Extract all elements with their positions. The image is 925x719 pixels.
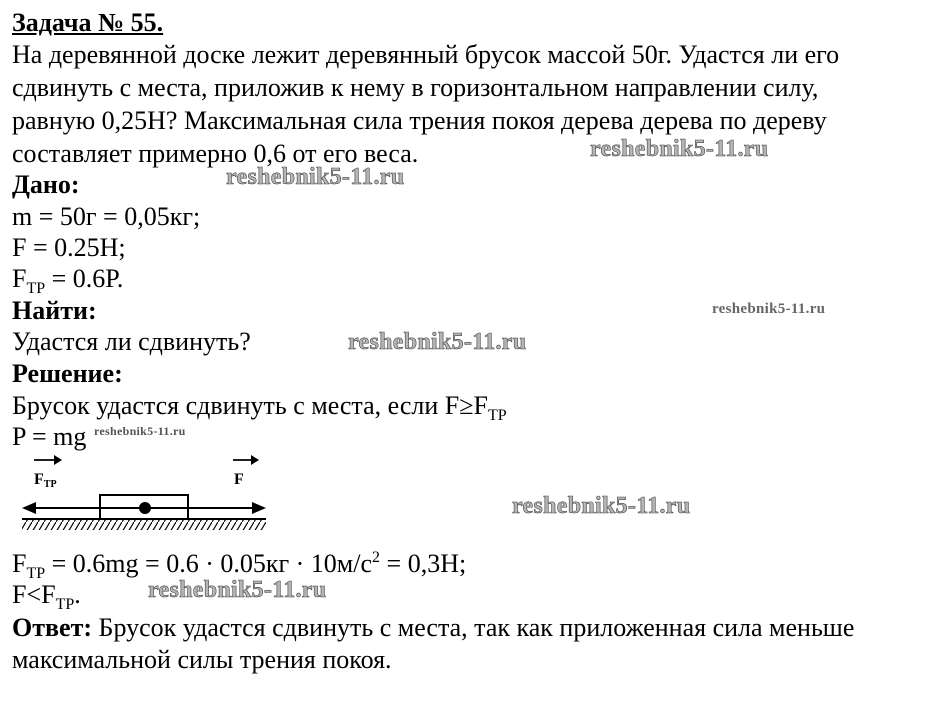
watermark: reshebnik5-11.ru — [512, 493, 691, 519]
subscript: TP — [487, 407, 507, 424]
find-question: Удастся ли сдвинуть? — [12, 327, 251, 356]
watermark: reshebnik5-11.ru — [348, 329, 527, 355]
calc-result: = 0,3Н; — [380, 549, 467, 578]
given-heading: Дано: — [12, 170, 80, 199]
answer-line-1 — [12, 613, 854, 643]
problem-line-4: составляет примерно 0,6 от его веса. — [12, 139, 419, 168]
solution-heading: Решение: — [12, 359, 123, 388]
friction-vector-marker — [34, 455, 62, 465]
given-mass: m = 50г = 0,05кг; — [12, 202, 201, 231]
find-heading: Найти: — [12, 296, 97, 325]
subscript: TP — [26, 280, 46, 297]
friction-label: FTP — [34, 471, 57, 490]
comparison-end: . — [74, 580, 81, 609]
friction-arrow — [22, 502, 145, 514]
watermark: reshebnik5-11.ru — [94, 424, 186, 438]
given-friction — [12, 264, 124, 297]
problem-line-1: На деревянной доске лежит деревянный брусок массой 50г. Удастся ли его — [12, 40, 840, 69]
symbol: F — [12, 549, 27, 578]
given-force: F = 0.25Н; — [12, 233, 126, 262]
calc-expression: = 0.6mg = 0.6 · 0.05кг · 10м/с — [45, 549, 373, 578]
answer-label: Ответ: — [12, 613, 93, 642]
ground-surface — [22, 519, 266, 530]
solution-weight: P = mg — [12, 422, 87, 451]
answer-line-2: максимальной силы трения покоя. — [12, 645, 392, 674]
watermark: reshebnik5-11.ru — [590, 136, 769, 162]
superscript: 2 — [372, 549, 381, 566]
force-comparison — [12, 580, 81, 613]
subscript: TP — [26, 565, 46, 582]
problem-line-3: равную 0,25Н? Максимальная сила трения покоя дерева дерева по дереву — [12, 106, 827, 135]
condition-text: Брусок удастся сдвинуть с места, если F≥F — [12, 391, 488, 420]
symbol: F — [12, 264, 27, 293]
watermark: reshebnik5-11.ru — [226, 164, 405, 190]
force-label: F — [234, 471, 244, 488]
page-title: Задача № 55. — [12, 8, 164, 37]
comparison-text: F<F — [12, 580, 56, 609]
watermark: reshebnik5-11.ru — [712, 301, 826, 317]
applied-force-arrow — [145, 502, 266, 514]
friction-calculation — [12, 549, 467, 582]
force-vector-marker — [233, 455, 259, 465]
expression: = 0.6P. — [45, 264, 124, 293]
problem-line-2: сдвинуть с места, приложив к нему в горизонтальном направлении силу, — [12, 73, 819, 102]
watermark: reshebnik5-11.ru — [148, 577, 327, 603]
solution-condition — [12, 391, 507, 424]
subscript: TP — [55, 596, 75, 613]
answer-text: Брусок удастся сдвинуть с места, так как приложенная сила меньше — [92, 613, 855, 642]
force-diagram — [20, 452, 270, 542]
